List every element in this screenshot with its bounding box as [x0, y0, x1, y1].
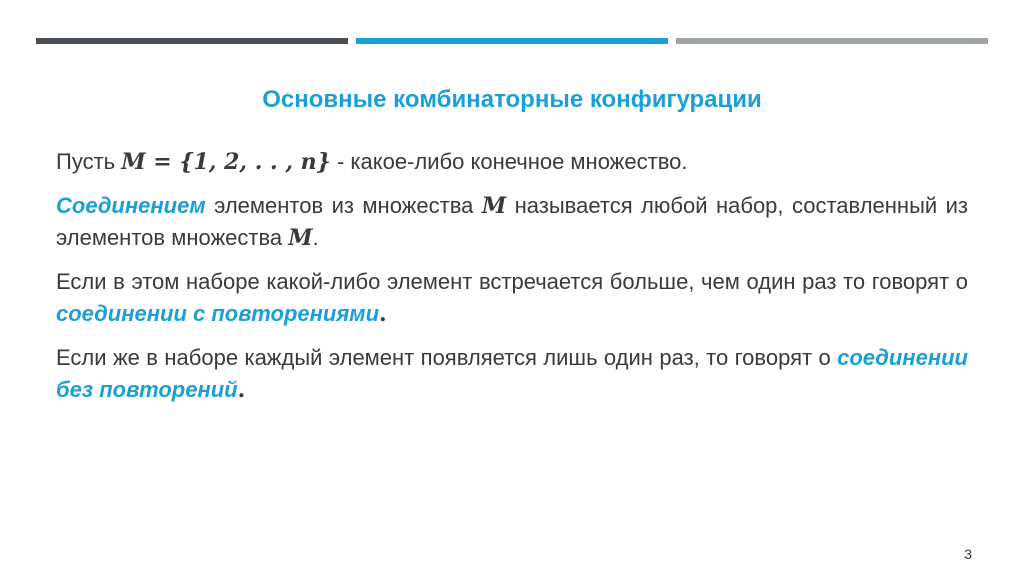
p4-text: Если же в наборе каждый элемент появляется лишь один раз, то говорят о: [56, 345, 838, 370]
slide-title: Основные комбинаторные конфигурации: [262, 86, 762, 113]
header-bar-gray: [676, 38, 988, 44]
term-without-repetitions: соединении без повторений: [56, 345, 968, 402]
paragraph-definition-connection: [56, 190, 968, 254]
p3-end: .: [379, 301, 387, 327]
p2-symbol-m-1: M: [481, 193, 507, 219]
p3-text: Если в этом наборе какой-либо элемент встречается больше, чем один раз то говорят о: [56, 269, 968, 294]
p2-text-a: элементов из множества: [205, 193, 482, 218]
page-number: 3: [964, 546, 972, 562]
p2-text-b: называется любой набор, составленный из элементов множества: [56, 193, 968, 250]
p2-symbol-m-2: M: [288, 225, 313, 251]
slide-body: [56, 146, 968, 418]
term-connection: Соединением: [56, 193, 206, 218]
paragraph-without-repetitions: [56, 342, 968, 406]
p1-rest: - какое-либо конечное множество.: [330, 149, 688, 174]
header-bar-blue: [356, 38, 668, 44]
header-bar-dark: [36, 38, 348, 44]
p2-text-c: .: [312, 225, 319, 250]
paragraph-definition-set: [56, 146, 968, 178]
p4-end: .: [237, 377, 246, 403]
p1-lead: Пусть: [56, 149, 122, 174]
term-with-repetitions: соединении с повторениями: [56, 301, 380, 326]
p1-math-set: M = {1, 2, . . , n}: [121, 149, 331, 175]
paragraph-with-repetitions: [56, 266, 968, 330]
